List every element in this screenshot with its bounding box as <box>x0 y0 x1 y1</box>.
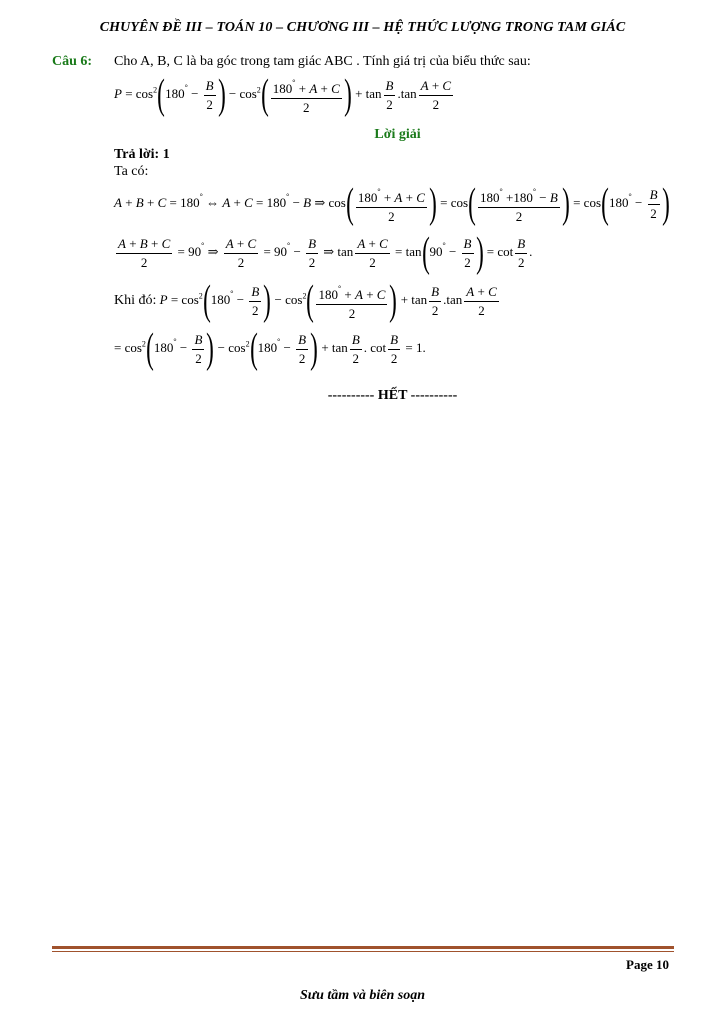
ta-co-label: Ta có: <box>114 164 149 179</box>
khi-do-label: Khi đó: <box>114 292 157 308</box>
question-label: Câu 6: <box>52 54 93 69</box>
derivation-line-3: Khi đó: $P = \cos^2(180^\circ$ − $\frac{B}{2}$ ) − $\cos^2$( $\frac{180^\circ + A + C}{2}$ ) + tan $\frac{B}{2}$ .tan $\frac{A + C}{2}$ <box>114 278 497 324</box>
answer: Trả lời: 1 <box>114 147 170 162</box>
footer-credit: Sưu tầm và biên soạn <box>299 988 426 1003</box>
derivation-line-4: = $\cos^2(180^\circ$ − $\frac{B}{2}$ ) − $\cos^2(180^\circ$ − $\frac{B}{2}$ ) + tan $\frac{B}{2}$ . cot $\frac{B}{2}$ = 1. <box>114 326 426 372</box>
solution-title: Lời giải <box>374 127 421 142</box>
footer-divider-thin <box>52 951 674 952</box>
footer-divider <box>52 946 674 949</box>
page-number: Page 10 <box>626 957 669 972</box>
derivation-line-2: $\frac{A + B + C}{2}$ = 90° ⇒ $\frac{A + C}{2}$ = 90° − $\frac{B}{2}$ ⇒ tan $\frac{A + C}{2}$ = tan(90° − $\frac{B}{2}$ ) = cot $\frac{B}{2}$ . <box>118 230 533 276</box>
expression-p: $P = \cos^2(180^\circ$ − $\frac{B}{2}$ ) − $\cos^2$( $\frac{180^\circ + A + C}{2}$ ) + tan $\frac{B}{2}$ .tan $\frac{A + C}{2}$ <box>114 72 452 118</box>
derivation-line-1: A + B + C = 180° ⇔ A + C = 180° − B ⇒ cos( $\frac{180^\circ + A + C}{2}$ ) = cos( $\frac{180^\circ +180^\circ - B}{2}$ ) = cos(180° − $\frac{B}{2}$ ) <box>114 181 670 227</box>
document-header: CHUYÊN ĐỀ III – TOÁN 10 – CHƯƠNG III – HỆ THỨC LƯỢNG TRONG TAM GIÁC <box>99 20 626 35</box>
end-mark: ---------- HẾT ---------- <box>327 388 458 403</box>
question-text: Cho A, B, C là ba góc trong tam giác ABC . Tính giá trị của biểu thức sau: <box>114 54 531 69</box>
